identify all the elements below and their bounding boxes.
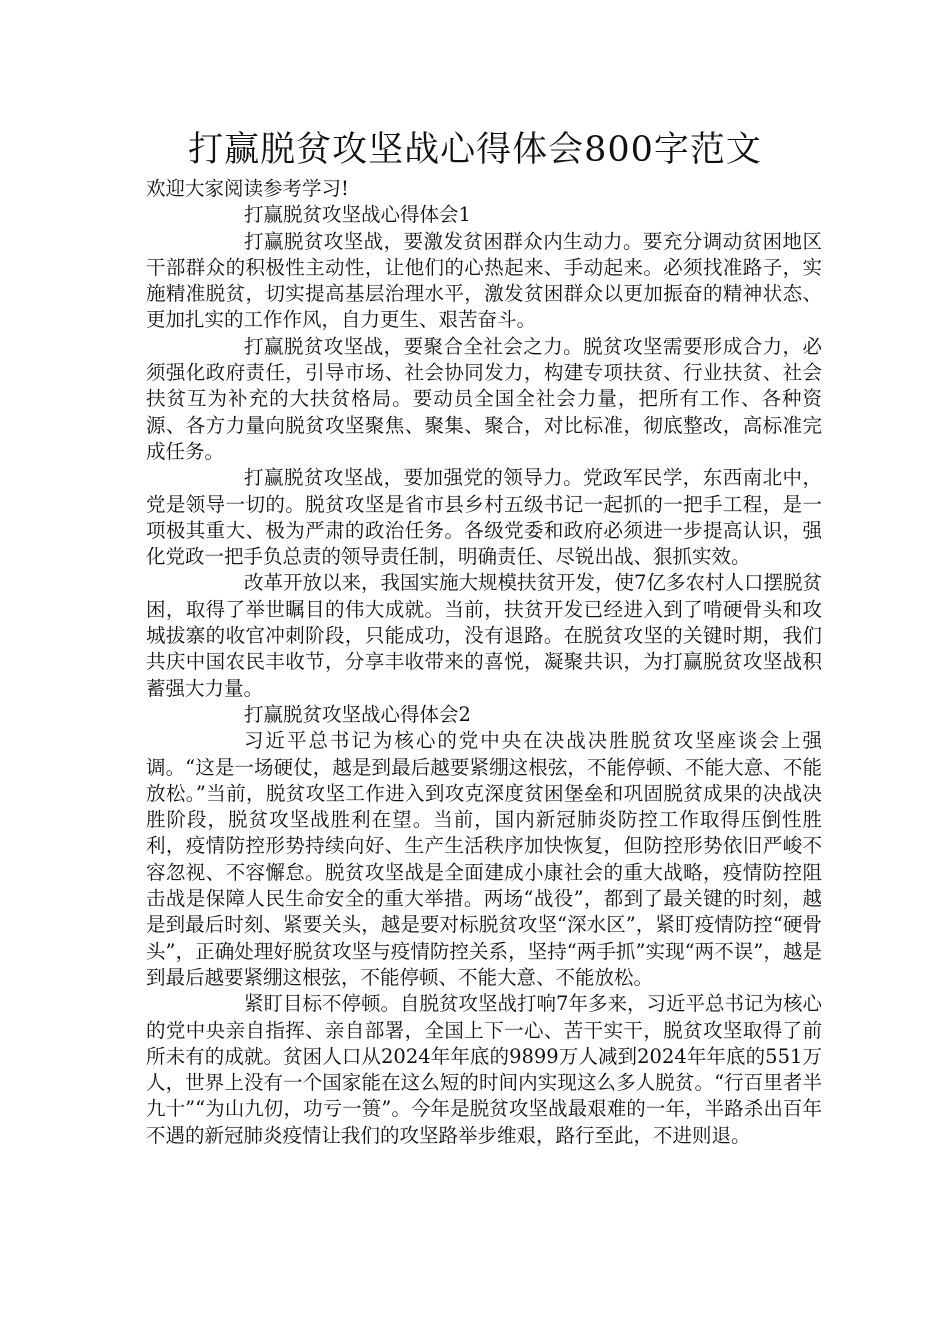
paragraph: 习近平总书记为核心的党中央在决战决胜脱贫攻坚座谈会上强调。“这是一场硬仗，越是到最后越要紧绷这根弦，不能停顿、不能大意、不能放松。”当前，脱贫攻坚工作进入到攻克深度贫困堡垒和巩固脱贫成果的决战决胜阶段，脱贫攻坚战胜利在望。当前，国内新冠肺炎防控工作取得压倒性胜利，疫情防控形势持续向好、生产生活秩序加快恢复，但防控形势依旧严峻不容忽视、不容懈怠。脱贫攻坚战是全面建成小康社会的重大战略，疫情防控阻击战是保障人民生命安全的重大举措。两场“战役”，都到了最关键的时刻，越是到最后时刻、紧要关头，越是要对标脱贫攻坚“深水区”，紧盯疫情防控“硬骨头”，正确处理好脱贫攻坚与疫情防控关系，坚持“两手抓”实现“两不误”，越是到最后越要紧绷这根弦，不能停顿、不能大意、不能放松。: [146, 729, 822, 989]
paragraph: 打赢脱贫攻坚战，要加强党的领导力。党政军民学，东西南北中，党是领导一切的。脱贫攻坚是省市县乡村五级书记一起抓的一把手工程，是一项极其重大、极为严肃的政治任务。各级党委和政府必须进一步提高认识，强化党政一把手负总责的领导责任制，明确责任、尽锐出战、狠抓实效。: [146, 466, 822, 569]
document-body: [146, 176, 822, 1149]
intro-line: 欢迎大家阅读参考学习!: [146, 177, 349, 200]
paragraph: 打赢脱贫攻坚战，要聚合全社会之力。脱贫攻坚需要形成合力，必须强化政府责任，引导市场、社会协同发力，构建专项扶贫、行业扶贫、社会扶贫互为补充的大扶贫格局。要动员全国全社会力量，把所有工作、各种资源、各方力量向脱贫攻坚聚焦、聚集、聚合，对比标准，彻底整改，高标准完成任务。: [146, 334, 822, 463]
section-1-heading: 打赢脱贫攻坚战心得体会1: [244, 203, 471, 227]
document-title: 打赢脱贫攻坚战心得体会800字范文: [188, 130, 762, 170]
section-2-heading: 打赢脱贫攻坚战心得体会2: [244, 702, 471, 726]
paragraph: 改革开放以来，我国实施大规模扶贫开发，使7亿多农村人口摆脱贫困，取得了举世瞩目的伟大成就。当前，扶贫开发已经进入到了啃硬骨头和攻城拔寨的收官冲刺阶段，只能成功，没有退路。在脱贫攻坚的关键时期，我们共庆中国农民丰收节，分享丰收带来的喜悦，凝聚共识，为打赢脱贫攻坚战积蓄强大力量。: [146, 571, 822, 700]
paragraph: 打赢脱贫攻坚战，要激发贫困群众内生动力。要充分调动贫困地区干部群众的积极性主动性，让他们的心热起来、手动起来。必须找准路子，实施精准脱贫，切实提高基层治理水平，激发贫困群众以更加振奋的精神状态、更加扎实的工作作风，自力更生、艰苦奋斗。: [146, 229, 822, 332]
paragraph: 紧盯目标不停顿。自脱贫攻坚战打响7年多来，习近平总书记为核心的党中央亲自指挥、亲自部署，全国上下一心、苦干实干，脱贫攻坚取得了前所未有的成就。贫困人口从2024年年底的9899万人减到2024年年底的551万人，世界上没有一个国家能在这么短的时间内实现这么多人脱贫。“行百里者半九十”“为山九仞，功亏一篑”。今年是脱贫攻坚战最艰难的一年，半路杀出百年不遇的新冠肺炎疫情让我们的攻坚路举步维艰，路行至此，不进则退。: [146, 992, 822, 1147]
